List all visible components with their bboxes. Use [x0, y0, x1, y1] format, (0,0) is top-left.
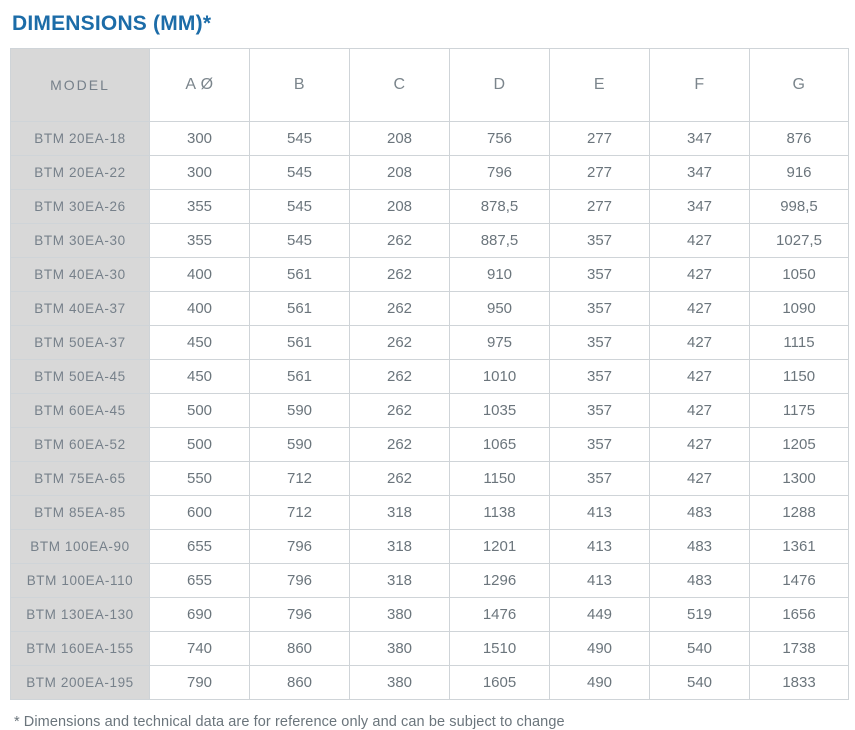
cell-a: 300	[150, 122, 250, 156]
cell-a: 790	[150, 666, 250, 700]
cell-e: 413	[550, 496, 650, 530]
cell-e: 277	[550, 156, 650, 190]
cell-d: 1510	[450, 632, 550, 666]
cell-c: 262	[350, 428, 450, 462]
cell-f: 519	[650, 598, 750, 632]
table-row	[11, 258, 849, 292]
cell-g: 1050	[750, 258, 849, 292]
column-header-model: MODEL	[11, 49, 150, 122]
cell-e: 413	[550, 564, 650, 598]
cell-f: 427	[650, 360, 750, 394]
cell-a: 500	[150, 428, 250, 462]
dimensions-table	[10, 48, 849, 700]
cell-d: 796	[450, 156, 550, 190]
cell-f: 483	[650, 564, 750, 598]
cell-b: 561	[250, 326, 350, 360]
cell-model: BTM 160EA-155	[11, 632, 150, 666]
table-row	[11, 564, 849, 598]
cell-f: 347	[650, 156, 750, 190]
cell-a: 300	[150, 156, 250, 190]
cell-a: 600	[150, 496, 250, 530]
table-row	[11, 428, 849, 462]
table-row	[11, 360, 849, 394]
cell-a: 500	[150, 394, 250, 428]
cell-d: 910	[450, 258, 550, 292]
cell-g: 1150	[750, 360, 849, 394]
cell-c: 318	[350, 496, 450, 530]
cell-b: 561	[250, 360, 350, 394]
cell-model: BTM 20EA-22	[11, 156, 150, 190]
cell-a: 355	[150, 224, 250, 258]
cell-e: 490	[550, 632, 650, 666]
cell-a: 740	[150, 632, 250, 666]
cell-f: 427	[650, 326, 750, 360]
footnote-marker: *	[14, 714, 20, 730]
cell-b: 712	[250, 462, 350, 496]
column-header-g: G	[750, 49, 849, 122]
cell-d: 1010	[450, 360, 550, 394]
cell-f: 427	[650, 224, 750, 258]
cell-g: 1205	[750, 428, 849, 462]
cell-g: 1175	[750, 394, 849, 428]
cell-c: 262	[350, 292, 450, 326]
cell-model: BTM 100EA-90	[11, 530, 150, 564]
cell-model: BTM 50EA-37	[11, 326, 150, 360]
cell-b: 590	[250, 428, 350, 462]
table-row	[11, 530, 849, 564]
cell-a: 450	[150, 360, 250, 394]
table-row	[11, 598, 849, 632]
cell-g: 1288	[750, 496, 849, 530]
cell-f: 483	[650, 530, 750, 564]
cell-g: 916	[750, 156, 849, 190]
cell-f: 427	[650, 394, 750, 428]
cell-g: 1738	[750, 632, 849, 666]
table-header	[11, 49, 849, 122]
cell-model: BTM 60EA-52	[11, 428, 150, 462]
cell-e: 490	[550, 666, 650, 700]
cell-g: 1833	[750, 666, 849, 700]
footnote	[14, 714, 845, 730]
cell-d: 1065	[450, 428, 550, 462]
cell-e: 449	[550, 598, 650, 632]
cell-c: 208	[350, 156, 450, 190]
column-header-a: A Ø	[150, 49, 250, 122]
table-row	[11, 394, 849, 428]
cell-f: 347	[650, 122, 750, 156]
cell-model: BTM 40EA-30	[11, 258, 150, 292]
cell-d: 975	[450, 326, 550, 360]
cell-d: 1138	[450, 496, 550, 530]
cell-c: 262	[350, 224, 450, 258]
cell-e: 413	[550, 530, 650, 564]
cell-a: 400	[150, 292, 250, 326]
cell-d: 950	[450, 292, 550, 326]
cell-e: 357	[550, 224, 650, 258]
cell-d: 1296	[450, 564, 550, 598]
cell-b: 561	[250, 292, 350, 326]
cell-model: BTM 200EA-195	[11, 666, 150, 700]
cell-d: 1035	[450, 394, 550, 428]
cell-g: 1361	[750, 530, 849, 564]
table-row	[11, 190, 849, 224]
cell-model: BTM 20EA-18	[11, 122, 150, 156]
cell-c: 262	[350, 462, 450, 496]
table-row	[11, 496, 849, 530]
cell-d: 756	[450, 122, 550, 156]
cell-f: 540	[650, 632, 750, 666]
cell-model: BTM 60EA-45	[11, 394, 150, 428]
cell-b: 545	[250, 156, 350, 190]
cell-a: 655	[150, 530, 250, 564]
cell-b: 796	[250, 530, 350, 564]
cell-g: 876	[750, 122, 849, 156]
cell-c: 318	[350, 564, 450, 598]
column-header-d: D	[450, 49, 550, 122]
cell-e: 277	[550, 190, 650, 224]
cell-b: 590	[250, 394, 350, 428]
cell-model: BTM 40EA-37	[11, 292, 150, 326]
cell-c: 262	[350, 326, 450, 360]
column-header-c: C	[350, 49, 450, 122]
cell-g: 1300	[750, 462, 849, 496]
cell-e: 357	[550, 292, 650, 326]
cell-c: 262	[350, 360, 450, 394]
cell-model: BTM 85EA-85	[11, 496, 150, 530]
cell-b: 561	[250, 258, 350, 292]
cell-model: BTM 100EA-110	[11, 564, 150, 598]
cell-e: 357	[550, 258, 650, 292]
cell-e: 277	[550, 122, 650, 156]
cell-g: 1476	[750, 564, 849, 598]
cell-d: 1201	[450, 530, 550, 564]
cell-b: 796	[250, 564, 350, 598]
cell-d: 1476	[450, 598, 550, 632]
cell-model: BTM 130EA-130	[11, 598, 150, 632]
table-body	[11, 122, 849, 700]
cell-d: 887,5	[450, 224, 550, 258]
table-row	[11, 224, 849, 258]
cell-a: 690	[150, 598, 250, 632]
table-row	[11, 326, 849, 360]
cell-c: 208	[350, 122, 450, 156]
cell-a: 355	[150, 190, 250, 224]
table-row	[11, 666, 849, 700]
cell-f: 427	[650, 462, 750, 496]
cell-a: 550	[150, 462, 250, 496]
cell-b: 860	[250, 666, 350, 700]
cell-e: 357	[550, 428, 650, 462]
cell-f: 347	[650, 190, 750, 224]
cell-b: 860	[250, 632, 350, 666]
cell-d: 1605	[450, 666, 550, 700]
cell-e: 357	[550, 360, 650, 394]
cell-b: 545	[250, 190, 350, 224]
cell-model: BTM 30EA-30	[11, 224, 150, 258]
cell-model: BTM 30EA-26	[11, 190, 150, 224]
table-header-row	[11, 49, 849, 122]
cell-c: 318	[350, 530, 450, 564]
cell-d: 878,5	[450, 190, 550, 224]
column-header-b: B	[250, 49, 350, 122]
table-row	[11, 122, 849, 156]
cell-f: 483	[650, 496, 750, 530]
cell-f: 427	[650, 292, 750, 326]
cell-g: 998,5	[750, 190, 849, 224]
cell-g: 1115	[750, 326, 849, 360]
cell-e: 357	[550, 394, 650, 428]
column-header-f: F	[650, 49, 750, 122]
column-header-e: E	[550, 49, 650, 122]
footnote-text: Dimensions and technical data are for reference only and can be subject to change	[23, 714, 565, 730]
cell-b: 545	[250, 224, 350, 258]
cell-c: 208	[350, 190, 450, 224]
cell-c: 262	[350, 258, 450, 292]
cell-g: 1090	[750, 292, 849, 326]
cell-b: 712	[250, 496, 350, 530]
cell-g: 1027,5	[750, 224, 849, 258]
cell-c: 262	[350, 394, 450, 428]
table-row	[11, 292, 849, 326]
table-row	[11, 462, 849, 496]
cell-a: 655	[150, 564, 250, 598]
cell-f: 540	[650, 666, 750, 700]
page-title: DIMENSIONS (MM)*	[12, 12, 212, 35]
cell-f: 427	[650, 258, 750, 292]
cell-e: 357	[550, 326, 650, 360]
cell-b: 545	[250, 122, 350, 156]
table-row	[11, 632, 849, 666]
cell-b: 796	[250, 598, 350, 632]
cell-c: 380	[350, 598, 450, 632]
cell-c: 380	[350, 666, 450, 700]
cell-e: 357	[550, 462, 650, 496]
cell-a: 400	[150, 258, 250, 292]
cell-g: 1656	[750, 598, 849, 632]
cell-model: BTM 50EA-45	[11, 360, 150, 394]
cell-model: BTM 75EA-65	[11, 462, 150, 496]
cell-c: 380	[350, 632, 450, 666]
cell-d: 1150	[450, 462, 550, 496]
cell-f: 427	[650, 428, 750, 462]
cell-a: 450	[150, 326, 250, 360]
table-row	[11, 156, 849, 190]
